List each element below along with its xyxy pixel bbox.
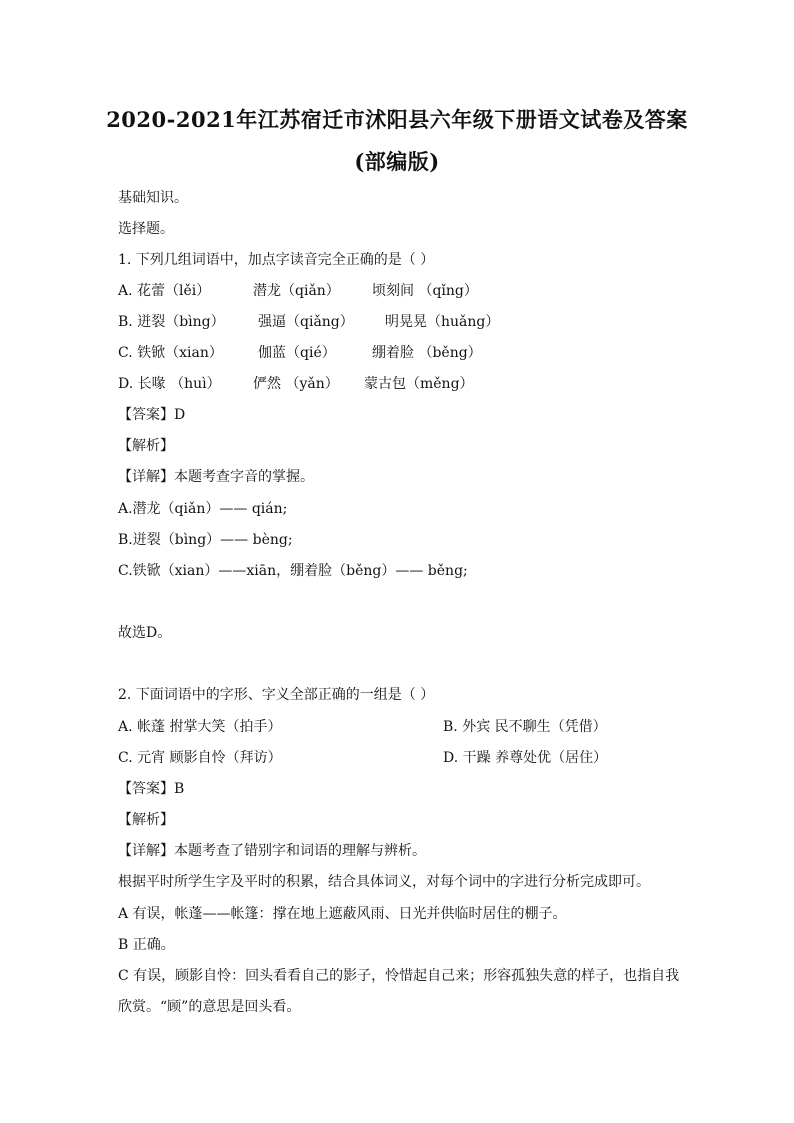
- q2-method: 根据平时所学生字及平时的积累，结合具体词义，对每个词中的字进行分析完成即可。: [118, 874, 650, 890]
- q2-option-a: A. 帐蓬 拊掌大笑（拍手）: [118, 719, 282, 735]
- document-title: 2020-2021年江苏宿迁市沭阳县六年级下册语文试卷及答案: [106, 107, 688, 132]
- q2-detail-b: B 正确。: [118, 937, 175, 953]
- q2-detail-c-continued: 欣赏。“顾”的意思是回头看。: [118, 999, 301, 1015]
- q2-detail-a: A 有误，帐蓬——帐篷：撑在地上遮蔽风雨、日光并供临时居住的棚子。: [118, 906, 567, 922]
- q1-option-b-1: B. 迸裂（bìng）: [118, 314, 225, 330]
- q1-option-c-3: 绷着脸 （běng）: [372, 345, 482, 361]
- q2-answer: 【答案】B: [118, 781, 185, 797]
- q1-option-b-2: 强逼（qiǎng）: [258, 314, 354, 330]
- question-1: 1. 下列几组词语中，加点字读音完全正确的是（ ）: [118, 252, 435, 268]
- q1-option-a-1: A. 花蕾（lěi）: [118, 283, 211, 299]
- q1-detail: 【详解】本题考查字音的掌握。: [118, 469, 314, 485]
- q2-option-c: C. 元宵 顾影自怜（拜访）: [118, 750, 282, 766]
- q1-option-c-1: C. 铁锨（xian）: [118, 345, 223, 361]
- q1-option-c-2: 伽蓝（qié）: [258, 345, 336, 361]
- q1-analysis-label: 【解析】: [118, 438, 174, 454]
- q1-option-d-2: 俨然 （yǎn）: [253, 376, 339, 392]
- section-subheading: 选择题。: [118, 221, 174, 237]
- q2-option-d: D. 干躁 养尊处优（居住）: [443, 750, 608, 766]
- document-subtitle: (部编版): [354, 149, 440, 174]
- q1-detail-b: B.迸裂（bìng）—— bèng;: [118, 532, 293, 548]
- q1-detail-c: C.铁锨（xian）——xiān，绷着脸（běng）—— běng;: [118, 563, 468, 579]
- q1-detail-a: A.潜龙（qiǎn）—— qián;: [118, 501, 288, 517]
- q1-conclusion: 故选D。: [118, 625, 172, 641]
- q2-detail-c: C 有误，顾影自怜：回头看看自己的影子，怜惜起自己来；形容孤独失意的样子，也指自我: [118, 968, 680, 984]
- q1-option-d-3: 蒙古包（měng）: [364, 376, 474, 392]
- q1-answer: 【答案】D: [118, 407, 186, 423]
- q1-option-a-3: 顷刻间 （qǐng）: [372, 283, 478, 299]
- q2-option-b: B. 外宾 民不聊生（凭借）: [443, 719, 607, 735]
- question-2: 2. 下面词语中的字形、字义全部正确的一组是（ ）: [118, 687, 435, 703]
- q1-option-b-3: 明晃晃（huǎng）: [385, 314, 500, 330]
- q1-option-d-1: D. 长喙 （huì）: [118, 376, 221, 392]
- q2-detail: 【详解】本题考查了错别字和词语的理解与辨析。: [118, 843, 426, 859]
- q2-analysis-label: 【解析】: [118, 812, 174, 828]
- q1-option-a-2: 潜龙（qiǎn）: [253, 283, 340, 299]
- section-heading: 基础知识。: [118, 190, 188, 206]
